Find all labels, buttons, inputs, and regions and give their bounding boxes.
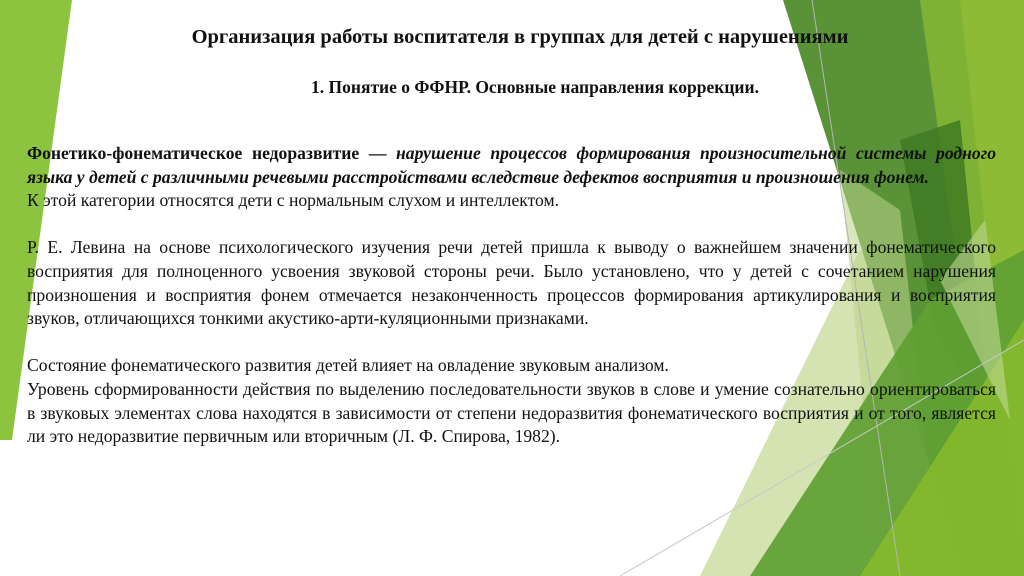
definition-dash: —	[359, 143, 396, 163]
paragraph-gap	[27, 213, 996, 237]
definition-term: Фонетико-фонематическое недоразвитие	[27, 143, 360, 163]
slide-title: Организация работы воспитателя в группах для детей с нарушениями	[191, 26, 849, 48]
sound-analysis-level-paragraph: Уровень сформированности действия по выделению последовательности звуков в слове и умение сознательно ориентироваться в звуковых элементах слова находятся в зависимости от степени недоразвития фонематического восприятия и от того, является ли это недоразвитие первичным или вторичным (Л. Ф. Спирова, 1982).	[27, 378, 996, 447]
phonematic-state-paragraph: Состояние фонематического развития детей влияет на овладение звуковым анализом.	[27, 355, 669, 376]
category-note: К этой категории относятся дети с нормальным слухом и интеллектом.	[27, 190, 560, 211]
definition-text: нарушение процессов формирования произносительной системы родного языка у детей с различными речевыми расстройствами вследствие дефектов восприятия и произношения фонем.	[27, 143, 996, 187]
definition-paragraph	[27, 142, 996, 189]
levina-paragraph: Р. Е. Левина на основе психологического изучения речи детей пришла к выводу о важнейшем значении фонематического восприятия для полноценного усвоения звуковой стороны речи. Было установлено, что у детей с сочетанием нарушения произношения и восприятия фонем отмечается незаконченность процессов формирования артикулирования и восприятия звуков, отличающихся тонкими акустико-арти-куляционными признаками.	[27, 237, 996, 329]
paragraph-gap	[27, 331, 996, 355]
slide-body	[27, 142, 996, 449]
slide-subtitle: 1. Понятие о ФФНР. Основные направления коррекции.	[311, 77, 759, 97]
